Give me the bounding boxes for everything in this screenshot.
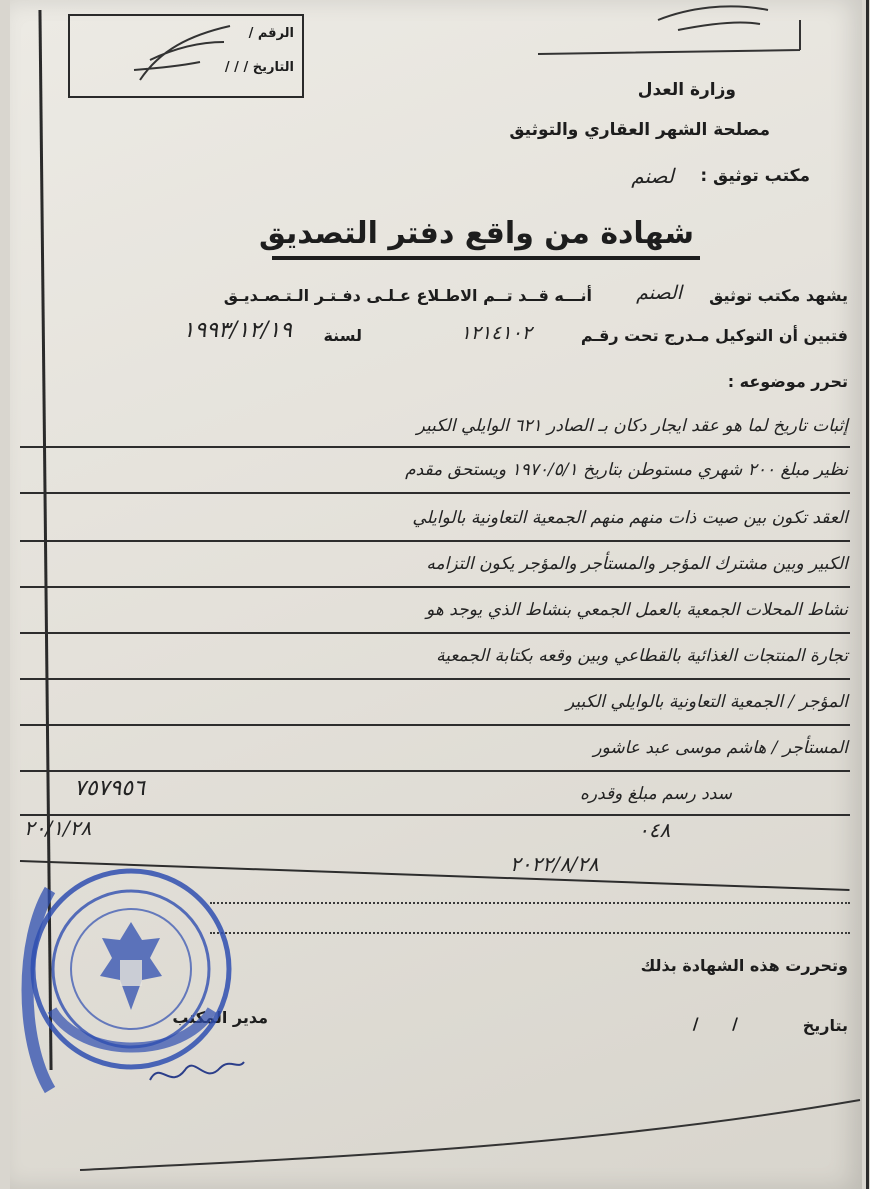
- rule-line: [20, 586, 850, 588]
- handwritten-line: نظير مبلغ ٢٠٠ شهري مستوطن بتاريخ ١٩٧٠/٥/١ ويستحق مقدم: [405, 460, 848, 480]
- blank-line: [210, 902, 850, 904]
- handwritten-line: المؤجر / الجمعية التعاونية بالوايلي الكبير: [566, 692, 848, 712]
- rule-line: [20, 632, 850, 634]
- subject-label: تحرر موضوعه :: [727, 372, 848, 391]
- handwritten-line: تجارة المنتجات الغذائية بالقطاعي وبين وقعه بكتابة الجمعية: [436, 646, 848, 666]
- date-label: التاريخ / / /: [224, 60, 294, 75]
- office-value: لصنم: [631, 164, 674, 188]
- handwritten-line: الكبير وبين مشترك المؤجر والمستأجر والمؤجر يكون التزامه: [426, 554, 848, 574]
- closing-date-label: بتاريخ: [802, 1016, 848, 1035]
- fees-date-2: ٢٠٢٢/٨/٢٨: [510, 852, 599, 876]
- handwritten-line: العقد تكون بين صيت ذات منهم منهم الجمعية التعاونية بالوايلي: [412, 508, 848, 528]
- rule-line: [20, 770, 850, 772]
- reference-scribble: [120, 20, 240, 90]
- reference-box: [68, 14, 304, 98]
- certificate-title: شهادة من واقع دفتر التصديق: [258, 216, 694, 251]
- ministry-name: وزارة العدل: [637, 80, 736, 100]
- document-sheet: [10, 0, 862, 1189]
- stamp-edge: [10, 880, 70, 1100]
- body-line2-start: فتبين أن التوكيل مـدرج تحت رقـم: [580, 326, 848, 345]
- handwritten-line: نشاط المحلات الجمعية بالعمل الجمعي بنشاط الذي يوجد هو: [426, 600, 848, 620]
- registration-number: ١٢١٤١٠٢: [460, 322, 532, 344]
- body-line1-end: أنـــه قــد تــم الاطـلاع عـلـى دفـتـر الـتـصـديـق: [223, 286, 592, 305]
- number-label: الرقم /: [248, 26, 294, 41]
- right-border: [866, 0, 869, 1189]
- handwritten-line: المستأجر / هاشم موسى عبد عاشور: [593, 738, 848, 758]
- title-underline: [272, 256, 700, 260]
- manager-label: مدير المكتب: [172, 1008, 268, 1027]
- rule-line: [20, 814, 850, 816]
- handwritten-line: إثبات تاريخ لما هو عقد ايجار دكان بـ الصادر ٦٢١ الوايلي الكبير: [416, 416, 848, 436]
- rule-line: [20, 724, 850, 726]
- rule-line: [20, 540, 850, 542]
- rule-line: [20, 678, 850, 680]
- office-label: مكتب توثيق :: [700, 166, 810, 186]
- closing-statement: وتحررت هذه الشهادة بذلك: [640, 956, 848, 975]
- body-line2-year-label: لسنة: [323, 326, 362, 345]
- body-line1-start: يشهد مكتب توثيق: [709, 286, 848, 305]
- authority-name: مصلحة الشهر العقاري والتوثيق: [509, 120, 770, 140]
- rule-line: [20, 446, 850, 448]
- receipt-number: ٧٥٧٩٥٦: [74, 776, 145, 801]
- top-signature: [528, 0, 808, 62]
- closing-date-slashes: / /: [692, 1014, 752, 1033]
- blank-line: [210, 932, 850, 934]
- fees-date: ٢٠/١/٢٨: [24, 816, 92, 840]
- fees-amount: ٠٤٨: [638, 818, 671, 842]
- fees-text: سدد رسم مبلغ وقدره: [579, 784, 732, 804]
- body-line1-office: الصنم: [636, 282, 682, 304]
- rule-line: [20, 492, 850, 494]
- registration-year: ١٩٩٣/١٢/١٩: [182, 318, 292, 343]
